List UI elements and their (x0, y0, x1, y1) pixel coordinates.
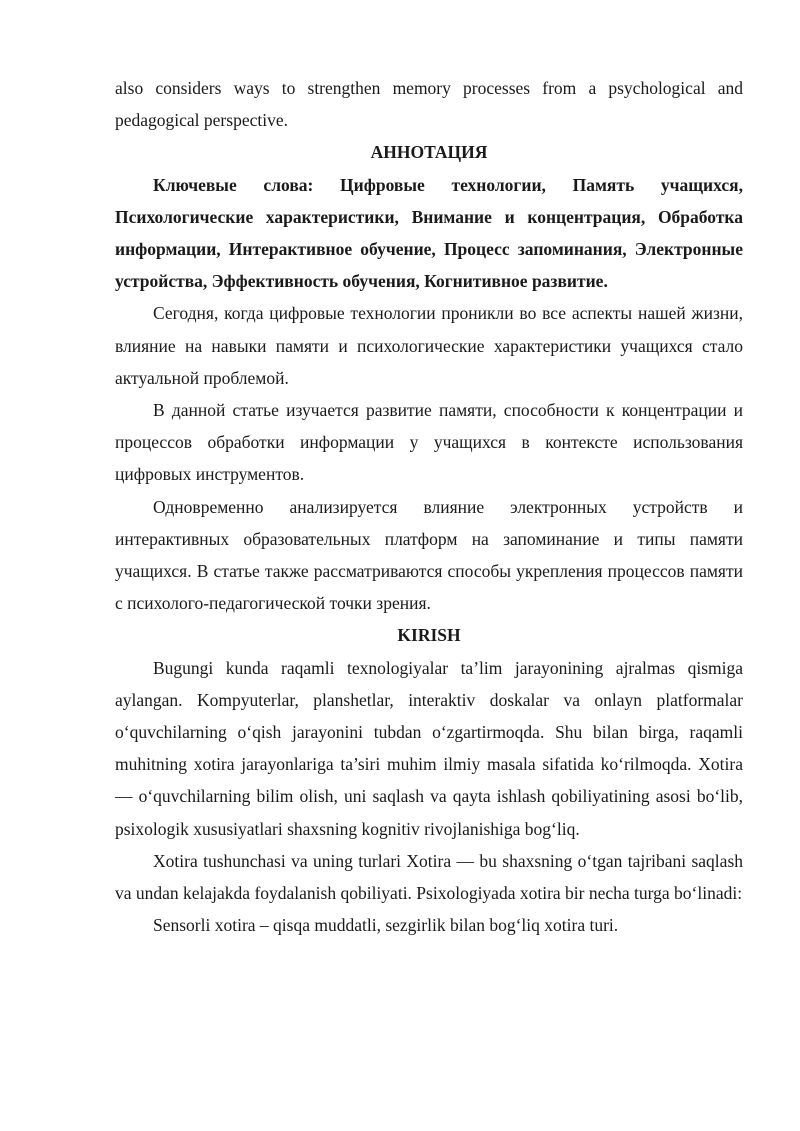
keywords-paragraph: Ключевые слова: Цифровые технологии, Память учащихся, Психологические характеристики, Внимание и концентрация, Обработка информации, Интерактивное обучение, Процесс запоминания, Электронные устройства, Эффективность обучения, Когнитивное развитие. (115, 174, 743, 292)
kirish-paragraph: Xotira tushunchasi va uning turlari Xotira — bu shaxsning o‘tgan tajribani saqlash va undan kelajakda foydalanish qobiliyati. Psixologiyada xotira bir necha turga bo‘linadi: (115, 850, 743, 904)
annotation-paragraph: В данной статье изучается развитие памяти, способности к концентрации и процессов обработки информации у учащихся в контексте использования цифровых инструментов. (115, 400, 743, 485)
annotation-paragraph: Одновременно анализируется влияние электронных устройств и интерактивных образовательных платформ на запоминание и типы памяти учащихся. В статье также рассматриваются способы укрепления процессов памяти с психолого-педагогической точки зрения. (115, 496, 743, 614)
document-page (115, 72, 743, 941)
annotation-heading: АННОТАЦИЯ (370, 142, 488, 163)
kirish-paragraph: Sensorli xotira – qisqa muddatli, sezgirlik bilan bog‘liq xotira turi. (153, 915, 619, 936)
annotation-paragraph: Сегодня, когда цифровые технологии проникли во все аспекты нашей жизни, влияние на навыки памяти и психологические характеристики учащихся стало актуальной проблемой. (115, 303, 743, 388)
kirish-heading: KIRISH (397, 625, 461, 646)
intro-tail-paragraph: also considers ways to strengthen memory processes from a psychological and pedagogical perspective. (115, 78, 743, 131)
kirish-paragraph: Bugungi kunda raqamli texnologiyalar ta’lim jarayonining ajralmas qismiga aylangan. Kompyuterlar, planshetlar, interaktiv doskalar va onlayn platformalar o‘quvchilarning o‘qish jarayonini tubdan o‘zgartirmoqda. Shu bilan birga, raqamli muhitning xotira jarayonlariga ta’siri muhim ilmiy masala sifatida ko‘rilmoqda. Xotira — o‘quvchilarning bilim olish, uni saqlash va qayta ishlash qobiliyatining asosi bo‘lib, psixologik xususiyatlari shaxsning kognitiv rivojlanishiga bog‘liq. (115, 657, 743, 839)
